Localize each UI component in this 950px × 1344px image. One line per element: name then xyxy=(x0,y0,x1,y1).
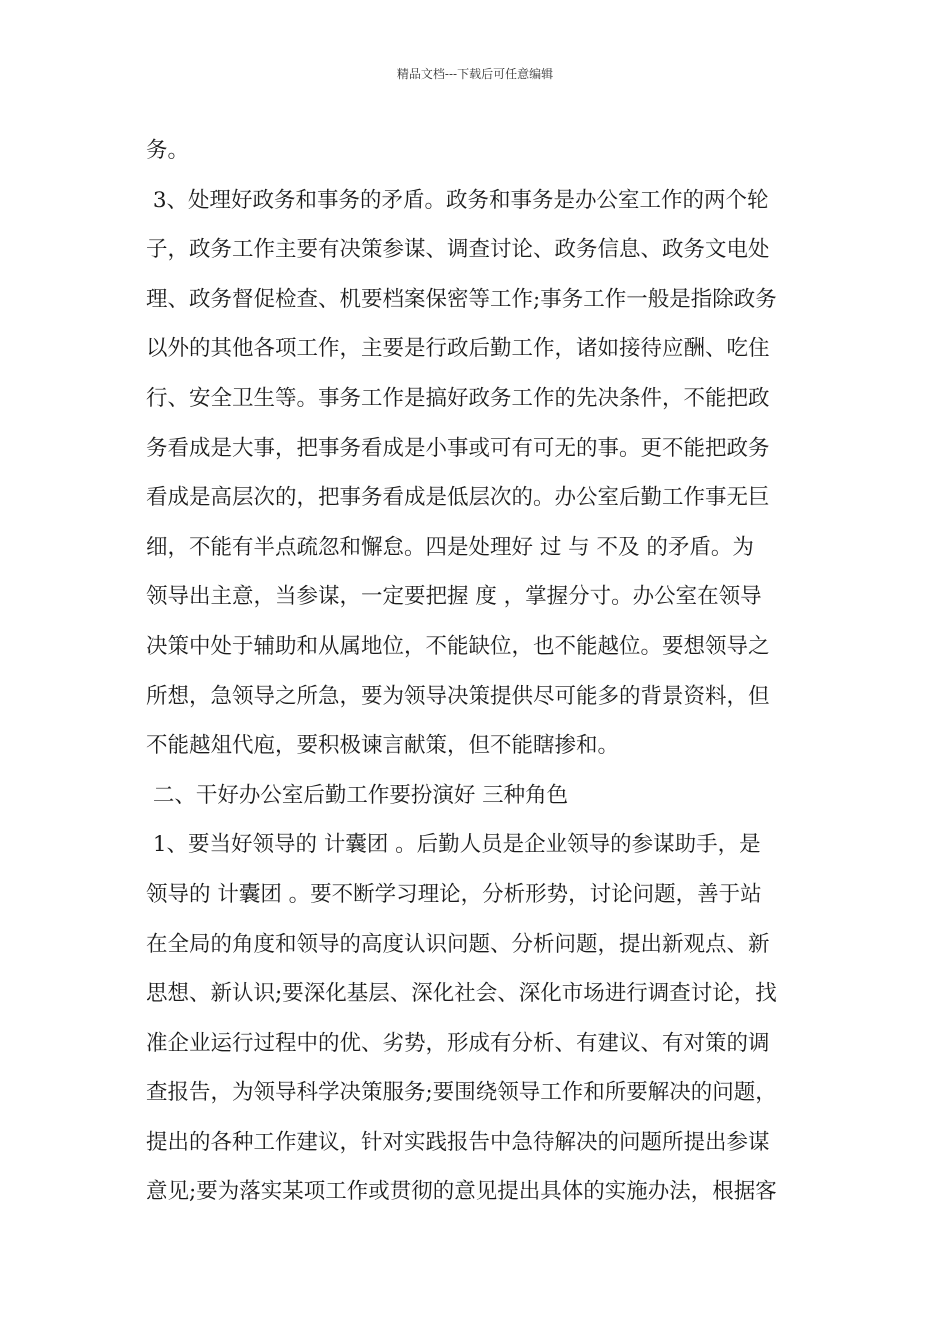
text-line: 意见;要为落实某项工作或贯彻的意见提出具体的实施办法，根据客 xyxy=(146,1179,777,1205)
text-line: 领导的 计囊团 。要不断学习理论，分析形势，讨论问题，善于站 xyxy=(146,881,762,907)
text-line: 思想、新认识;要深化基层、深化社会、深化市场进行调查讨论，找 xyxy=(146,981,777,1007)
document-body xyxy=(146,126,814,1217)
text-line: 看成是高层次的，把事务看成是低层次的。办公室后勤工作事无巨 xyxy=(146,485,770,511)
text-line: 在全局的角度和领导的高度认识问题、分析问题，提出新观点、新 xyxy=(146,931,770,957)
text-line: 决策中处于辅助和从属地位，不能缺位，也不能越位。要想领导之 xyxy=(146,633,770,659)
text-line: 准企业运行过程中的优、劣势，形成有分析、有建议、有对策的调 xyxy=(146,1030,770,1056)
text-line: 务。 xyxy=(146,138,190,163)
text-line: 不能越俎代庖，要积极谏言献策，但不能瞎掺和。 xyxy=(146,733,620,759)
page-header: 精品文档---下载后可任意编辑 xyxy=(396,67,554,81)
text-line: 理、政务督促检查、机要档案保密等工作;事务工作一般是指除政务 xyxy=(146,286,777,312)
text-line: 提出的各种工作建议，针对实践报告中急待解决的问题所提出参谋 xyxy=(146,1129,770,1155)
text-line: 行、安全卫生等。事务工作是搞好政务工作的先决条件，不能把政 xyxy=(146,385,770,411)
text-line: 领导出主意，当参谋，一定要把握 度 ，掌握分寸。办公室在领导 xyxy=(146,584,762,610)
text-line: 细，不能有半点疏忽和懈怠。四是处理好 过 与 不及 的矛盾。为 xyxy=(146,534,754,560)
section-heading: 二、干好办公室后勤工作要扮演好 三种角色 xyxy=(146,782,569,808)
text-line: 子，政务工作主要有决策参谋、调查讨论、政务信息、政务文电处 xyxy=(146,237,770,263)
text-line: 所想，急领导之所急，要为领导决策提供尽可能多的背景资料，但 xyxy=(146,683,770,709)
text-line: 以外的其他各项工作，主要是行政后勤工作，诸如接待应酬、吃住 xyxy=(146,336,770,362)
text-line: 3、处理好政务和事务的矛盾。政务和事务是办公室工作的两个轮 xyxy=(146,187,769,213)
text-line: 查报告，为领导科学决策服务;要围绕领导工作和所要解决的问题， xyxy=(146,1080,777,1106)
text-line: 1、要当好领导的 计囊团 。后勤人员是企业领导的参谋助手，是 xyxy=(146,832,761,858)
text-line: 务看成是大事，把事务看成是小事或可有可无的事。更不能把政务 xyxy=(146,435,770,461)
